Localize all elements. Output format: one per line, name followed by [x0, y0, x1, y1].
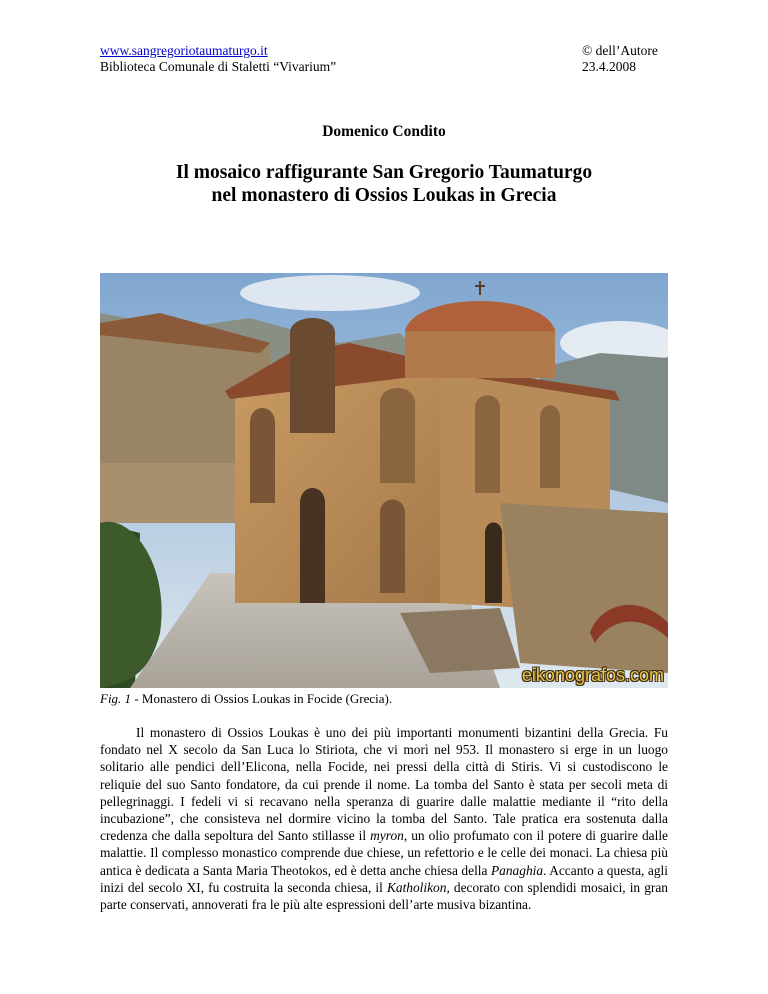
- library-name: Biblioteca Comunale di Staletti “Vivarium”: [100, 59, 337, 74]
- term-katholikon: Katholikon: [386, 879, 447, 895]
- website-link[interactable]: www.sangregoriotaumaturgo.it: [100, 43, 268, 58]
- body-paragraph: [100, 724, 668, 913]
- body-text-3: . Accanto a questa, agli inizi del secolo XI, fu costruita la seconda chiesa, il: [100, 862, 668, 895]
- copyright-notice: © dell’Autore: [582, 43, 658, 58]
- title-line-2: nel monastero di Ossios Loukas in Grecia: [211, 185, 557, 206]
- body-text-4: , decorato con splendidi mosaici, in gran parte conservati, annoverati fra le più alte espressioni dell’arte musiva bizantina.: [100, 879, 669, 913]
- author-name: Domenico Condito: [322, 123, 446, 140]
- body-text-2: , un olio profumato con il potere di guarire dalle malattie. Il complesso monastico comprende due chiese, un refettorio e le celle dei monaci. La chiesa più antica è dedicata a Santa Maria Theotokos, ed è detta anche chiesa della: [100, 828, 668, 878]
- photo-watermark: eikonografos.com: [521, 665, 664, 685]
- figure-caption: [100, 691, 392, 707]
- header-right: [582, 43, 658, 75]
- term-myron: myron: [370, 828, 404, 844]
- document-date: 23.4.2008: [582, 59, 636, 74]
- term-panaghia: Panaghia: [490, 862, 544, 878]
- caption-label: Fig. 1: [100, 691, 132, 706]
- body-text-1: Il monastero di Ossios Loukas è uno dei più importanti monumenti bizantini della Grecia. Fu fondato nel X secolo da San Luca lo Stiriota, che vi morì nel 953. Il monastero si erge in un luogo solitario alle pendici dell’Elicona, nella Focide, nei pressi della città di Stiris. Vi si custodiscono le reliquie del suo Santo fondatore, da cui prende il nome. La tomba del Santo è stata per secoli meta di pellegrinaggi. I fedeli vi si recavano nella speranza di guarire dalle malattie mediante il “rito della incubazione”, che consisteva nel dormire vicino la tomba del Santo. Tale pratica era sostenuta dalla credenza che dalla sepoltura del Santo stillasse il: [100, 725, 668, 844]
- monastery-illustration: [100, 273, 668, 688]
- document-title: [0, 161, 768, 207]
- caption-text: - Monastero di Ossios Loukas in Focide (Grecia).: [131, 691, 393, 706]
- title-line-1: Il mosaico raffigurante San Gregorio Taumaturgo: [175, 162, 593, 183]
- header-left: [100, 43, 336, 75]
- monastery-photo: [100, 273, 668, 688]
